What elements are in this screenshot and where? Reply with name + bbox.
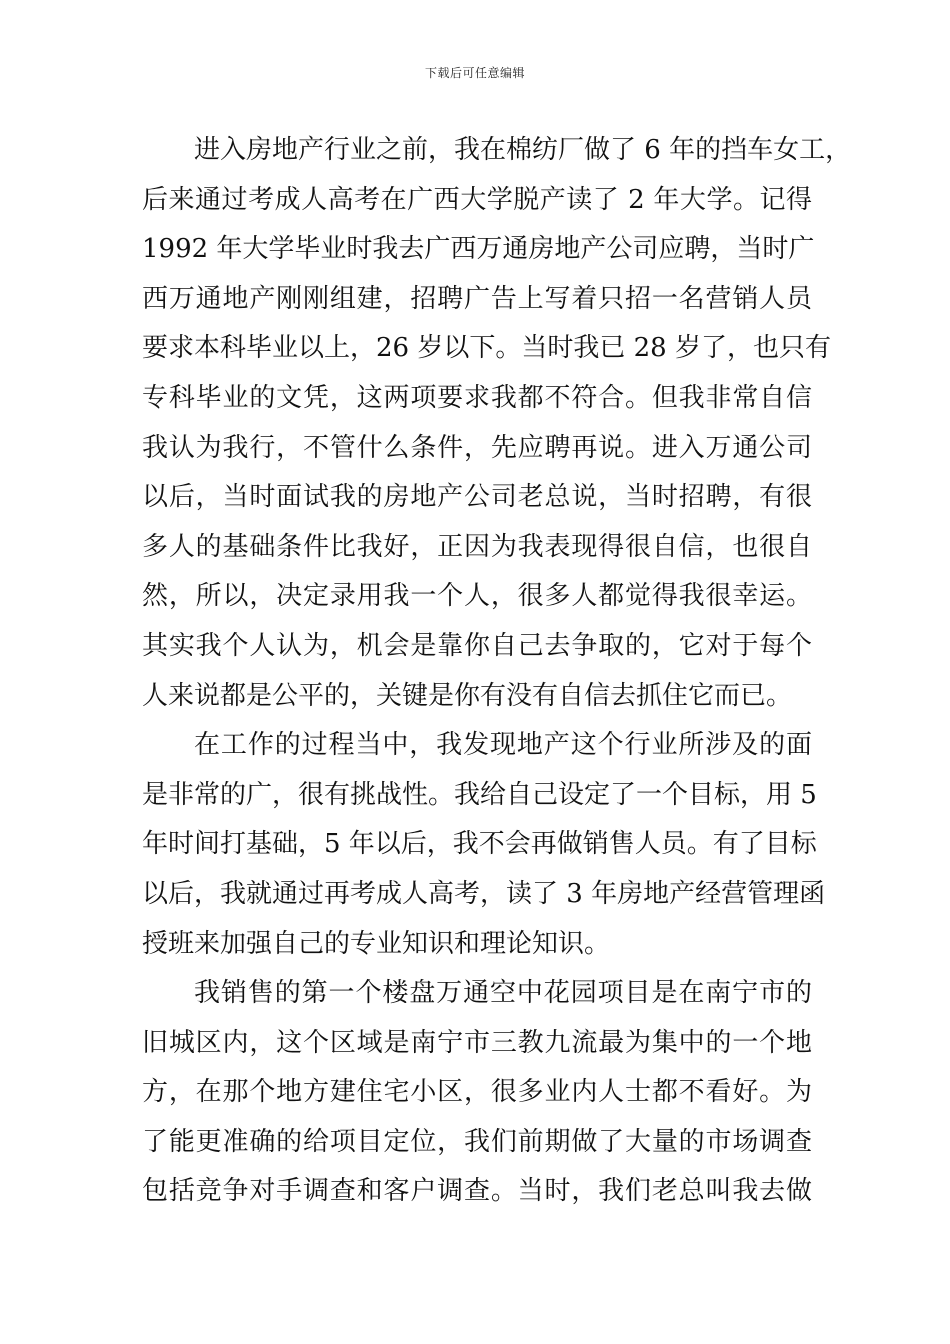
text-line: 专科毕业的文凭，这两项要求我都不符合。但我非常自信 — [142, 382, 812, 413]
text-line: 后来通过考成人高考在广西大学脱产读了 2 年大学。记得 — [142, 184, 812, 215]
text-line: 以后，我就通过再考成人高考，读了 3 年房地产经营管理函 — [142, 878, 826, 909]
text-line: 授班来加强自己的专业知识和理论知识。 — [142, 928, 611, 959]
text-line: 是非常的广，很有挑战性。我给自己设定了一个目标，用 5 — [142, 779, 817, 810]
text-line: 方，在那个地方建住宅小区，很多业内人士都不看好。为 — [142, 1077, 812, 1108]
text-line: 在工作的过程当中，我发现地产这个行业所涉及的面 — [194, 730, 812, 761]
text-line: 人来说都是公平的，关键是你有没有自信去抓住它而已。 — [142, 680, 793, 711]
text-line: 要求本科毕业以上，26 岁以下。当时我已 28 岁了，也只有 — [142, 333, 831, 364]
text-line: 然，所以，决定录用我一个人，很多人都觉得我很幸运。 — [142, 581, 812, 612]
text-line: 年时间打基础，5 年以后，我不会再做销售人员。有了目标 — [142, 829, 817, 860]
document-body — [142, 126, 852, 1217]
text-line: 了能更准确的给项目定位，我们前期做了大量的市场调查 — [142, 1126, 812, 1157]
text-line: 进入房地产行业之前，我在棉纺厂做了 6 年的挡车女工， — [194, 135, 852, 165]
text-line: 西万通地产刚刚组建，招聘广告上写着只招一名营销人员 — [142, 283, 812, 314]
text-line: 包括竞争对手调查和客户调查。当时，我们老总叫我去做 — [142, 1176, 812, 1207]
page-header: 下载后可任意编辑 — [424, 66, 525, 80]
text-line: 旧城区内，这个区域是南宁市三教九流最为集中的一个地 — [142, 1027, 812, 1058]
paragraph-1 — [142, 126, 852, 721]
paragraph-2 — [142, 721, 826, 969]
text-line: 1992 年大学毕业时我去广西万通房地产公司应聘，当时广 — [142, 234, 815, 265]
text-line: 多人的基础条件比我好，正因为我表现得很自信，也很自 — [142, 531, 812, 562]
text-line: 其实我个人认为，机会是靠你自己去争取的，它对于每个 — [142, 630, 812, 661]
paragraph-3 — [142, 969, 812, 1217]
text-line: 我销售的第一个楼盘万通空中花园项目是在南宁市的 — [194, 978, 812, 1009]
text-line: 以后，当时面试我的房地产公司老总说，当时招聘，有很 — [142, 482, 812, 513]
text-line: 我认为我行，不管什么条件，先应聘再说。进入万通公司 — [142, 432, 812, 463]
